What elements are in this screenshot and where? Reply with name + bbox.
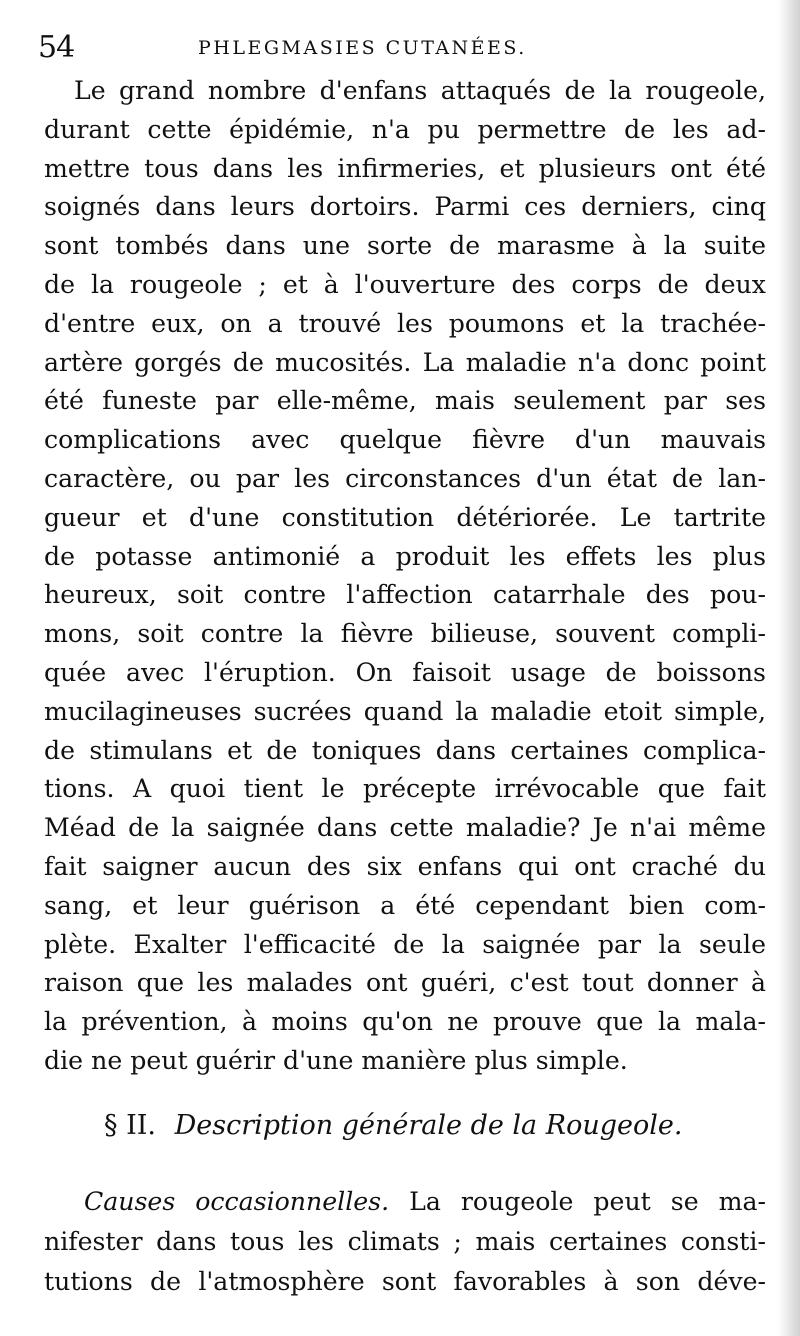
text-line: quée avec l'éruption. On faisoit usage de boissons [44,657,766,687]
text-line: d'entre eux, on a trouvé les poumons et la trachée- [44,308,766,338]
text-line: mettre tous dans les infirmeries, et plusieurs ont été [44,153,766,183]
text-line: durant cette épidémie, n'a pu permettre de les ad- [44,114,766,144]
section-heading [104,1106,682,1146]
text-line: sang, et leur guérison a été cependant bien com- [44,890,766,920]
text-line: Méad de la saignée dans cette maladie? Je n'ai même [44,813,766,843]
text-line: Le grand nombre d'enfans attaqués de la rougeole, [74,76,766,105]
running-head: PHLEGMASIES CUTANÉES. [198,37,527,59]
text-line: plète. Exalter l'efficacité de la saignée par la seule [44,929,766,959]
text-line: die ne peut guérir d'une manière plus simple. [44,1045,628,1075]
text-line: caractère, ou par les circonstances d'un état de lan- [44,463,766,493]
text-line: artère gorgés de mucosités. La maladie n'a donc point [44,347,766,377]
text-segment: La rougeole peut se ma- [409,1187,767,1216]
page-header [38,30,760,70]
runin-heading: Causes occasionnelles. [84,1187,390,1216]
text-line: nifester dans tous les climats ; mais certaines consti- [44,1227,766,1256]
text-line: raison que les malades ont guéri, c'est tout donner à [44,968,766,998]
text-line: été funeste par elle-même, mais seulement par ses [44,386,766,416]
section-number: II. [126,1110,157,1141]
text-line: tutions de l'atmosphère sont favorables à son déve- [44,1267,766,1296]
text-line: soignés dans leurs dortoirs. Parmi ces derniers, cinq [44,192,766,222]
text-line: heureux, soit contre l'affection catarrhale des pou- [44,580,766,610]
paragraph-occasional-causes [44,1182,766,1302]
text-line: de stimulans et de toniques dans certaines complica- [44,735,766,765]
text-line: fait saigner aucun des six enfans qui ont craché du [44,851,766,881]
paragraph-measles-epidemic [44,72,766,1081]
section-title: Description générale de la Rougeole. [174,1110,683,1141]
text-line [44,1182,766,1222]
text-line: mons, soit contre la fièvre bilieuse, souvent compli- [44,619,766,649]
text-line: gueur et d'une constitution détériorée. Le tartrite [44,502,766,532]
text-line: la prévention, à moins qu'on ne prouve que la mala- [44,1007,766,1037]
text-line: complications avec quelque fièvre d'un mauvais [44,425,766,455]
section-symbol: § [104,1110,118,1141]
text-line: mucilagineuses sucrées quand la maladie etoit simple, [44,696,766,726]
text-line: sont tombés dans une sorte de marasme à la suite [44,231,766,261]
page-number: 54 [38,30,75,65]
text-line: de la rougeole ; et à l'ouverture des corps de deux [44,269,766,299]
text-line: de potasse antimonié a produit les effets les plus [44,541,766,571]
text-line: tions. A quoi tient le précepte irrévocable que fait [44,774,766,804]
